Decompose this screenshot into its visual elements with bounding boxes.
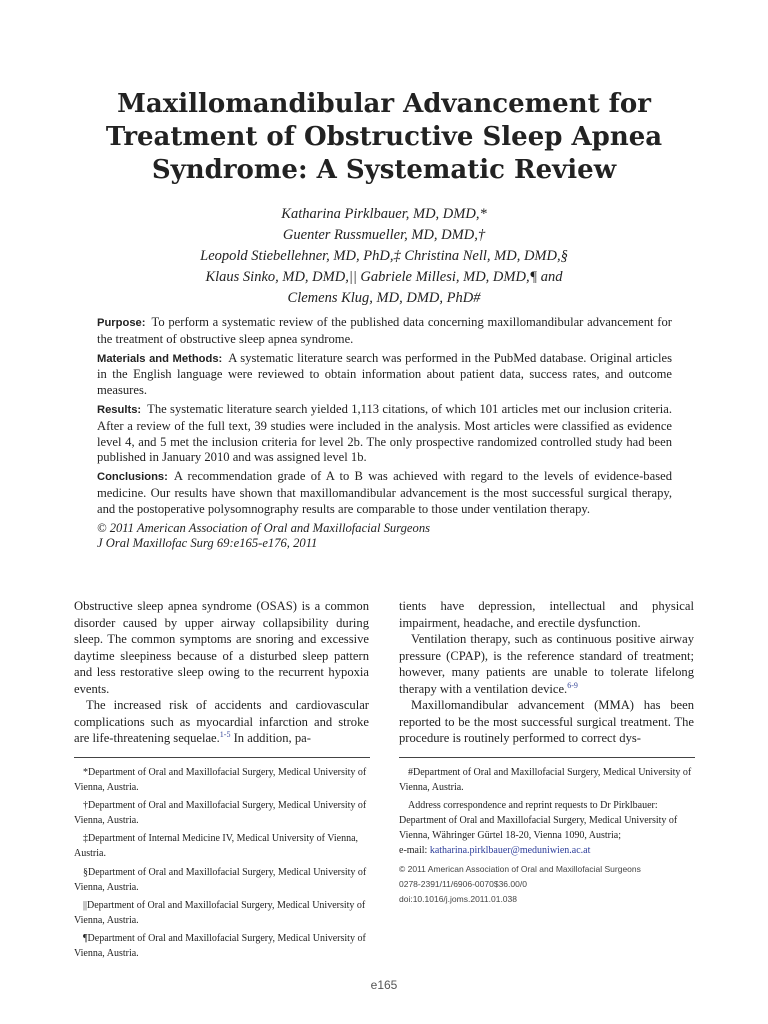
footnote-divider [399,757,695,758]
body-column-left [74,598,369,747]
abstract-text: A systematic literature search was performed in the PubMed database. Original articles in the English language were reviewed to obtain information about patient data, success rates, and outcome measures. [97,350,673,398]
page-number: e165 [370,978,398,992]
footnote-divider [74,757,370,758]
abstract-text: To perform a systematic review of the published data concerning maxillomandibular advancement for the treatment of obstructive sleep apnea syndrome. [97,315,672,346]
copyright-line: © 2011 American Association of Oral and Maxillofacial Surgeons [399,863,641,874]
title-line: Syndrome: A Systematic Review [151,155,617,185]
author-line: Clemens Klug, MD, DMD, PhD# [287,290,481,306]
body-paragraph: tients have depression, intellectual and physical impairment, headache, and erectile dysfunction. [399,599,694,630]
body-column-right [399,598,694,747]
author-list [120,204,648,309]
footnotes-left [74,765,370,964]
abstract-methods [97,351,672,399]
doi-line: doi:10.1016/j.joms.2011.01.038 [399,893,517,904]
body-paragraph [399,631,694,697]
body-paragraph: Obstructive sleep apnea syndrome (OSAS) is a common disorder caused by upper airway collapsibility during sleep. The common symptoms are snoring and excessive daytime sleepiness because of a disturbed sleep pattern and less restorative sleep owing to the recurrent hypoxia events. [74,599,369,696]
affiliation-footnote: *Department of Oral and Maxillofacial Surgery, Medical University of Vienna, Austria. [74,767,367,794]
abstract-copyright: © 2011 American Association of Oral and Maxillofacial Surgeons [97,520,431,535]
correspondence-text: Address correspondence and reprint requests to Dr Pirklbauer: Department of Oral and Maxillofacial Surgery, Medical University of Vienna, Währinger Gürtel 18-20, Vienna 1090, Austria; [399,800,678,842]
author-line: Katharina Pirklbauer, MD, DMD,* [281,206,487,222]
abstract-results [97,402,672,466]
abstract-heading: Materials and Methods: [97,352,223,365]
reference-link[interactable]: 1-5 [219,729,231,739]
article-title [60,88,708,187]
correspondence-note [399,798,695,858]
affiliation-footnote: ‡Department of Internal Medicine IV, Medical University of Vienna, Austria. [74,833,359,860]
abstract-text: The systematic literature search yielded 1,113 citations, of which 101 articles met our inclusion criteria. After a review of the full text, 39 studies were included in the analysis. Most articles were classified as evidence level 4, and 5 met the inclusion criteria for level 2b. The only prospective randomized controlled study had been published in January 2010 and was assigned level 1b. [97,401,672,465]
reference-link[interactable]: 6-9 [567,680,578,690]
affiliation-footnote: §Department of Oral and Maxillofacial Surgery, Medical University of Vienna, Austria. [74,866,367,893]
author-line: Guenter Russmueller, MD, DMD,† [282,227,486,243]
title-line: Treatment of Obstructive Sleep Apnea [105,122,663,152]
issn-line: 0278-2391/11/6906-0070$36.00/0 [399,878,527,889]
author-line: Klaus Sinko, MD, DMD,|| Gabriele Millesi, MD, DMD,¶ and [205,269,563,285]
body-text: In addition, pa- [230,731,311,745]
abstract [97,315,672,552]
body-paragraph [74,697,369,747]
affiliation-footnote: #Department of Oral and Maxillofacial Surgery, Medical University of Vienna, Austria. [399,767,692,794]
affiliation-footnote: ¶Department of Oral and Maxillofacial Surgery, Medical University of Vienna, Austria. [74,932,366,960]
abstract-heading: Results: [97,403,142,416]
abstract-heading: Conclusions: [97,471,168,484]
affiliation-footnote: †Department of Oral and Maxillofacial Surgery, Medical University of Vienna, Austria. [74,800,367,827]
abstract-conclusions [97,469,672,517]
abstract-text: A recommendation grade of A to B was achieved with regard to the levels of evidence-based medicine. Our results have shown that maxillomandibular advancement is the most successful surgical therapy, and the postoperative polysomnography results are comparable to those under ventilation therapy. [97,469,672,516]
author-line: Leopold Stiebellehner, MD, PhD,‡ Christina Nell, MD, DMD,§ [200,248,568,264]
abstract-heading: Purpose: [97,317,146,329]
body-text: Ventilation therapy, such as continuous positive airway pressure (CPAP), is the reference standard of treatment; however, many patients are unable to tolerate lifelong therapy with a ventilation device. [399,632,694,696]
body-text: The increased risk of accidents and cardiovascular complications such as myocardial infarction and stroke are life-threatening sequelae. [74,698,369,745]
title-line: Maxillomandibular Advancement for [117,89,651,119]
affiliation-footnote: ||Department of Oral and Maxillofacial Surgery, Medical University of Vienna, Austria. [74,899,366,926]
abstract-purpose [97,315,672,348]
body-paragraph: Maxillomandibular advancement (MMA) has been reported to be the most successful surgical treatment. The procedure is routinely performed to correct dys- [399,698,694,745]
footnotes-right [399,765,695,907]
email-label: e-mail: [399,845,430,857]
journal-citation: J Oral Maxillofac Surg 69:e165-e176, 2011 [97,536,318,551]
email-link[interactable]: katharina.pirklbauer@meduniwien.ac.at [429,845,591,857]
